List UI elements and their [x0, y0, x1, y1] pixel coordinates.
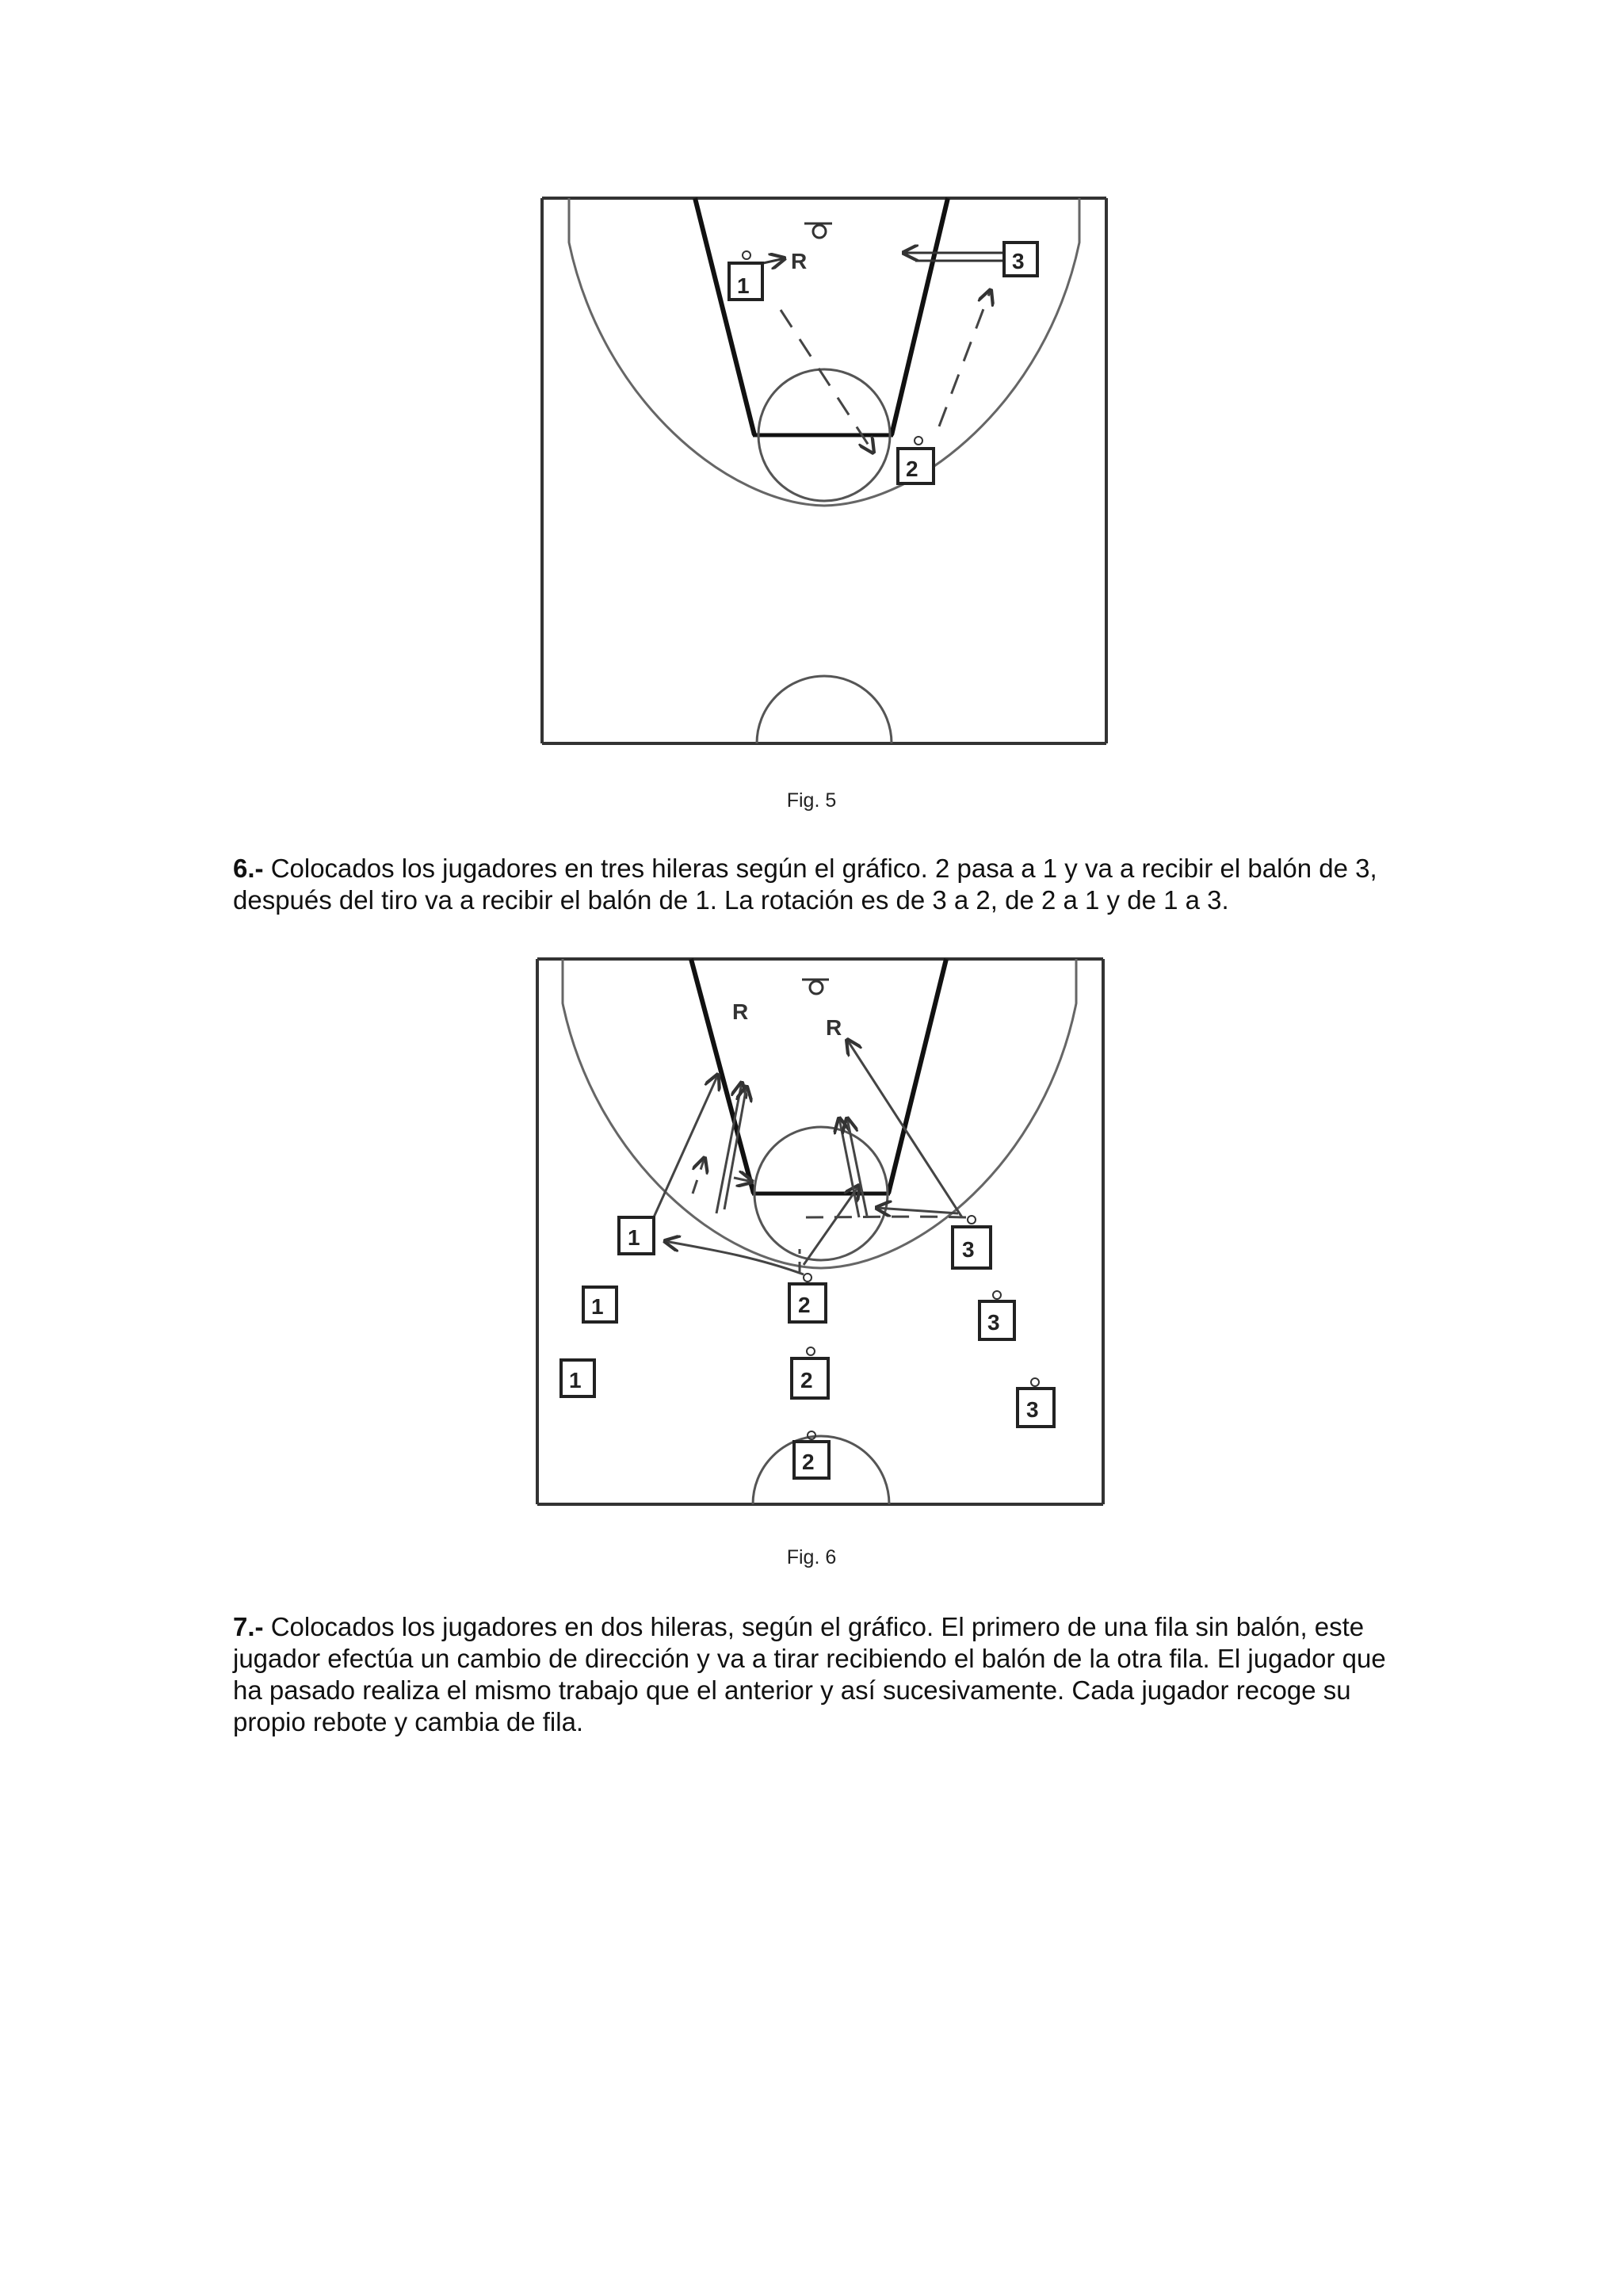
pass-arrow-2-to-3 — [939, 290, 991, 426]
ball-icon — [915, 437, 922, 445]
figure-6-caption: Fig. 6 — [786, 1546, 837, 1568]
figure-6-court-diagram — [534, 956, 1106, 1511]
rebound-mark: R — [826, 1015, 842, 1040]
figure-5-caption: Fig. 5 — [786, 789, 837, 812]
player-1 — [729, 251, 762, 300]
svg-text:3: 3 — [1012, 249, 1025, 273]
player-3 — [953, 1216, 991, 1268]
svg-text:2: 2 — [802, 1450, 815, 1474]
player-2 — [898, 437, 934, 483]
exercise-6-text — [233, 853, 1398, 916]
exercise-number: 7.- — [233, 1612, 264, 1641]
ball-icon — [807, 1347, 815, 1355]
player-1 — [561, 1360, 594, 1396]
rebound-mark: R — [791, 249, 808, 273]
ball-icon — [993, 1291, 1001, 1299]
svg-text:1: 1 — [591, 1294, 604, 1319]
svg-text:1: 1 — [569, 1368, 582, 1392]
player-2 — [789, 1274, 826, 1322]
exercise-description: Colocados los jugadores en dos hileras, según el gráfico. El primero de una fila sin balón, este jugador efectúa un cambio de dirección y va a tirar recibiendo el balón de la otra fila. El jugador que ha pasado realiza el mismo trabajo que el anterior y así sucesivamente. Cada jugador recoge su propio rebote y cambia de fila. — [233, 1612, 1386, 1736]
ball-icon — [968, 1216, 976, 1224]
figure-5-court-diagram — [539, 195, 1109, 750]
svg-text:1: 1 — [737, 273, 750, 298]
player-3 — [1018, 1378, 1054, 1427]
pass-arrow-1-to-2 — [781, 310, 873, 453]
ball-icon — [743, 251, 750, 259]
svg-text:3: 3 — [987, 1310, 1000, 1335]
svg-text:1: 1 — [628, 1225, 640, 1250]
exercise-number: 6.- — [233, 854, 264, 883]
court-lines — [542, 198, 1106, 743]
player-3 — [1004, 243, 1037, 276]
exercise-description: Colocados los jugadores en tres hileras según el gráfico. 2 pasa a 1 y va a recibir el balón de 3, después del tiro va a recibir el balón de 1. La rotación es de 3 a 2, de 2 a 1 y de 1 a 3. — [233, 854, 1377, 915]
svg-text:3: 3 — [1026, 1397, 1039, 1422]
player-1 — [619, 1217, 654, 1254]
svg-text:3: 3 — [962, 1237, 975, 1262]
player-2 — [794, 1431, 829, 1478]
ball-icon — [804, 1274, 812, 1282]
svg-text:2: 2 — [906, 457, 918, 481]
exercise-7-text — [233, 1611, 1398, 1738]
rebound-mark: R — [732, 999, 749, 1024]
svg-text:2: 2 — [800, 1368, 813, 1392]
ball-icon — [1031, 1378, 1039, 1386]
player-1 — [583, 1287, 617, 1322]
player-3 — [980, 1291, 1014, 1339]
player-2 — [792, 1347, 828, 1398]
svg-text:2: 2 — [798, 1293, 811, 1317]
